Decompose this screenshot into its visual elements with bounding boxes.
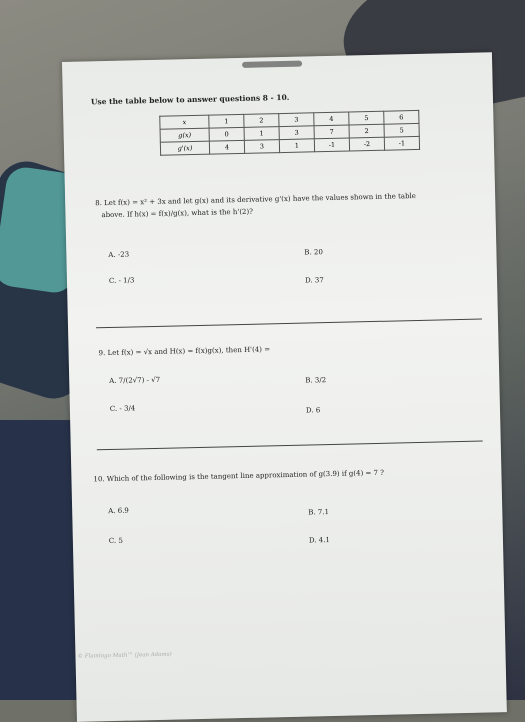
table-row-label: x <box>160 115 209 129</box>
staple-mark <box>242 61 302 68</box>
q9-choice-b[interactable]: B. 3/2 <box>305 376 327 385</box>
table-row-label: g'(x) <box>160 141 209 155</box>
table-cell: 1 <box>279 139 314 153</box>
table-row-label: g(x) <box>160 128 209 142</box>
q9-choice-c[interactable]: C. - 3/4 <box>109 404 136 414</box>
table-cell: 5 <box>384 123 419 137</box>
instructions-header: Use the table below to answer questions 8 - 10. <box>90 92 290 107</box>
copyright-footer: © Flamingo Math™ (Jean Adams) <box>77 651 172 660</box>
worksheet-paper <box>62 52 507 722</box>
q8-line2: above. If h(x) = f(x)/g(x), what is the h'(2)? <box>101 207 254 220</box>
q10-choice-d[interactable]: D. 4.1 <box>308 536 330 545</box>
table-cell: -2 <box>349 137 384 151</box>
q9-choice-d[interactable]: D. 6 <box>305 406 321 415</box>
q10-choice-a[interactable]: A. 6.9 <box>108 506 129 516</box>
table-cell: 5 <box>349 111 384 125</box>
q8-choice-b[interactable]: B. 20 <box>304 248 323 257</box>
table-cell: 3 <box>279 113 314 127</box>
q8-choice-d[interactable]: D. 37 <box>304 276 324 285</box>
q10-line1: 10. Which of the following is the tangent line approximation of g(3.9) if g(4) = 7 ? <box>93 468 385 484</box>
table-cell: 7 <box>314 125 349 139</box>
q9-line1: 9. Let f(x) = √x and H(x) = f(x)g(x), then H'(4) = <box>98 345 271 358</box>
q8-choice-c[interactable]: C. - 1/3 <box>108 276 135 285</box>
table-cell: 4 <box>209 140 244 154</box>
table-cell: 1 <box>244 127 279 141</box>
divider <box>97 441 483 451</box>
table-cell: -1 <box>314 138 349 152</box>
table-cell: 3 <box>279 126 314 140</box>
table-cell: 1 <box>209 114 244 128</box>
q10-choice-c[interactable]: C. 5 <box>108 536 123 546</box>
table-cell: 6 <box>384 110 419 124</box>
q10-choice-b[interactable]: B. 7.1 <box>308 508 330 517</box>
q8-line1: 8. Let f(x) = x² + 3x and let g(x) and its derivative g'(x) have the values shown in the table <box>95 192 416 208</box>
table-cell: -1 <box>384 136 419 150</box>
table-cell: 2 <box>349 124 384 138</box>
table-cell: 2 <box>244 114 279 128</box>
q9-choice-a[interactable]: A. 7/(2√7) - √7 <box>109 375 161 386</box>
q8-choice-a[interactable]: A. -23 <box>108 250 130 259</box>
table-cell: 0 <box>209 127 244 141</box>
table-cell: 3 <box>244 140 279 154</box>
table-cell: 4 <box>314 112 349 126</box>
values-table <box>159 110 420 156</box>
divider <box>96 319 482 329</box>
